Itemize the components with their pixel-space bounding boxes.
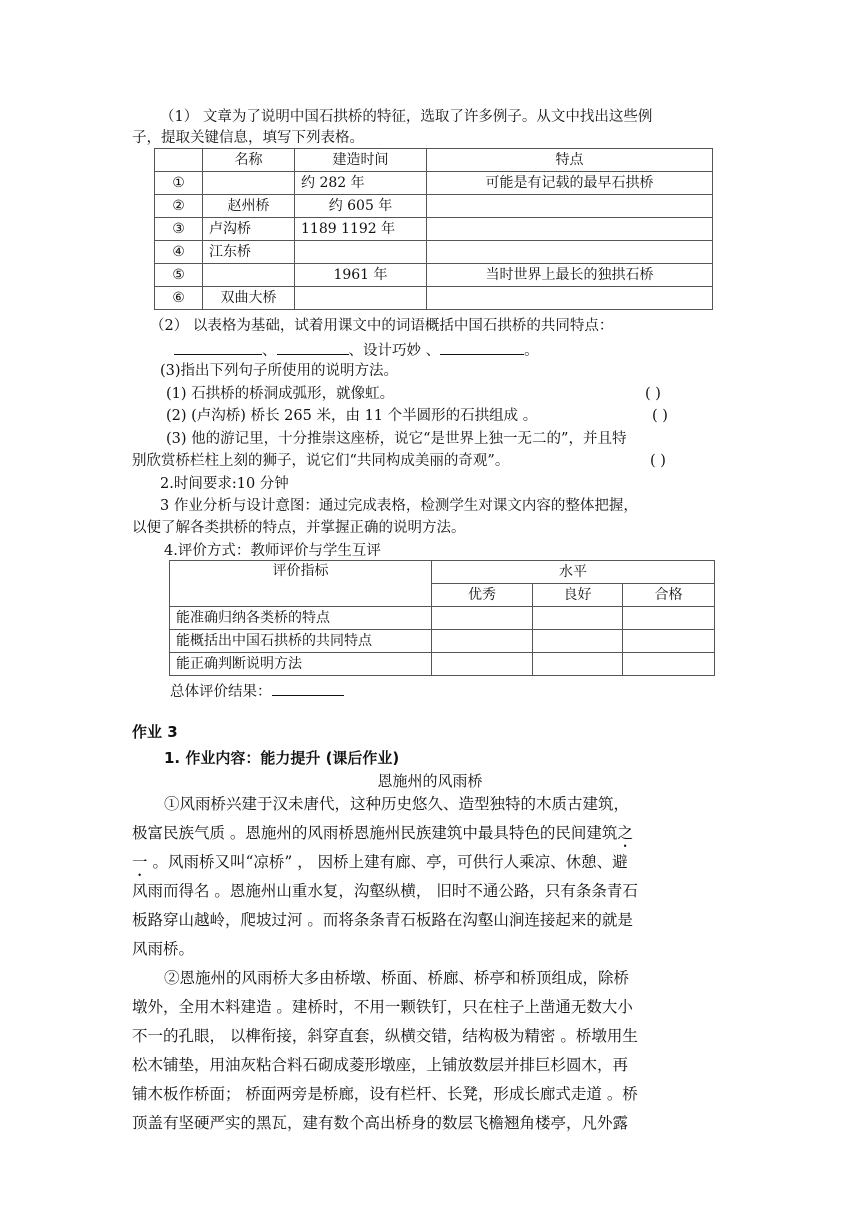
- table-row: [155, 172, 713, 195]
- feature-cell[interactable]: [427, 195, 713, 218]
- eval-cell[interactable]: [623, 607, 715, 630]
- row-number: ④: [155, 241, 203, 264]
- build-time-cell[interactable]: 约 605 年: [295, 195, 427, 218]
- analysis-line2: 以便了解各类拱桥的特点，并掌握正确的说明方法。: [132, 520, 466, 536]
- bridge-name-cell[interactable]: 江东桥: [203, 241, 295, 264]
- eval-cell[interactable]: [432, 630, 533, 653]
- q2-end: 。: [524, 343, 539, 359]
- eval-title: 4.评价方式：教师评价与学生互评: [164, 543, 381, 559]
- q3-sentence-3-line1: (3) 他的游记里，十分推崇这座桥，说它“是世界上独一无二的”，并且特: [166, 431, 627, 447]
- bridge-name-cell[interactable]: 卢沟桥: [203, 218, 295, 241]
- eval-cell[interactable]: [533, 653, 623, 676]
- homework-3-heading: 作业 3: [132, 723, 178, 741]
- q1-prompt-line2: 子，提取关键信息，填写下列表格。: [132, 130, 364, 146]
- eval-result-label: 总体评价结果：: [170, 684, 272, 700]
- level-pass: 合格: [623, 584, 715, 607]
- answer-blank[interactable]: [440, 339, 524, 355]
- table-row: [155, 218, 713, 241]
- eval-criterion: 能概括出中国石拱桥的共同特点: [170, 630, 432, 653]
- eval-cell[interactable]: [533, 607, 623, 630]
- eval-cell[interactable]: [432, 653, 533, 676]
- level-good: 良好: [533, 584, 623, 607]
- bridge-name-cell[interactable]: 双曲大桥: [203, 287, 295, 310]
- eval-header-row: [170, 561, 715, 584]
- build-time-cell[interactable]: [295, 287, 427, 310]
- feature-cell[interactable]: 可能是有记载的最早石拱桥: [427, 172, 713, 195]
- table-header-feature: 特点: [427, 149, 713, 172]
- table-row: [170, 607, 715, 630]
- build-time-cell[interactable]: [295, 241, 427, 264]
- row-number: ①: [155, 172, 203, 195]
- eval-level-header: 水平: [432, 561, 715, 584]
- paragraph-1-line: ①风雨桥兴建于汉未唐代，这种历史悠久、造型独特的木质古建筑，: [164, 795, 630, 813]
- answer-paren[interactable]: ( ): [652, 408, 668, 424]
- q2-separator: 、设计巧妙 、: [348, 343, 441, 359]
- table-row: [170, 653, 715, 676]
- paragraph-1-line: 板路穿山越岭，爬坡过河 。而将条条青石板路在沟壑山涧连接起来的就是: [132, 911, 633, 929]
- paragraph-1-line: 风雨而得名 。恩施州山重水复，沟壑纵横， 旧时不通公路，只有条条青石: [132, 882, 638, 900]
- paragraph-1-line: 极富民族气质 。恩施州的风雨桥恩施州民族建筑中最具特色的民间建筑之: [132, 824, 633, 842]
- q1-prompt-line1: （1） 文章为了说明中国石拱桥的特征，选取了许多例子。从文中找出这些例: [160, 109, 653, 125]
- level-excellent: 优秀: [432, 584, 533, 607]
- answer-blank[interactable]: [174, 339, 262, 355]
- paragraph-2-line: 铺木板作桥面； 桥面两旁是桥廊，设有栏杆、长凳，形成长廊式走道 。桥: [132, 1085, 638, 1103]
- q3-sentence-3-line2: 别欣赏桥栏柱上刻的狮子，说它们“共同构成美丽的奇观”。: [132, 453, 510, 469]
- bridge-name-cell[interactable]: 赵州桥: [203, 195, 295, 218]
- article-title: 恩施州的风雨桥: [377, 772, 483, 790]
- eval-criterion: 能正确判断说明方法: [170, 653, 432, 676]
- bridge-name-cell[interactable]: [203, 172, 295, 195]
- table-row: [155, 287, 713, 310]
- time-requirement: 2.时间要求:10 分钟: [160, 476, 289, 492]
- q2-prompt: （2） 以表格为基础，试着用课文中的词语概括中国石拱桥的共同特点：: [150, 318, 614, 334]
- build-time-cell[interactable]: 1189 1192 年: [295, 218, 427, 241]
- feature-cell[interactable]: [427, 218, 713, 241]
- q3-sentence-1: (1) 石拱桥的桥洞成弧形，就像虹。: [166, 386, 395, 402]
- paragraph-2-line: ②恩施州的风雨桥大多由桥墩、桥面、桥廊、桥亭和桥顶组成，除桥: [164, 969, 630, 987]
- feature-cell[interactable]: 当时世界上最长的独拱石桥: [427, 264, 713, 287]
- q3-intro: (3)指出下列句子所使用的说明方法。: [160, 363, 399, 379]
- paragraph-1-line: 风雨桥。: [132, 940, 195, 958]
- eval-criterion: 能准确归纳各类桥的特点: [170, 607, 432, 630]
- table-row: [155, 241, 713, 264]
- paragraph-2-line: 墩外，全用木料建造 。建桥时，不用一颗铁钉，只在柱子上凿通无数大小: [132, 998, 633, 1016]
- eval-result: [170, 680, 344, 702]
- bridge-name-cell[interactable]: [203, 264, 295, 287]
- answer-blank[interactable]: [272, 680, 344, 696]
- build-time-cell[interactable]: 1961 年: [295, 264, 427, 287]
- q2-separator: 、: [262, 343, 277, 359]
- q2-answer-line: [174, 339, 539, 361]
- evaluation-table: [169, 560, 715, 676]
- analysis-line1: 3 作业分析与设计意图：通过完成表格，检测学生对课文内容的整体把握，: [160, 498, 638, 514]
- paragraph-1-line: 一 。风雨桥又叫“凉桥” ， 因桥上建有廊、亭，可供行人乘凉、休憩、避: [132, 853, 628, 871]
- answer-paren[interactable]: ( ): [645, 386, 661, 402]
- table-header-row: [155, 149, 713, 172]
- row-number: ②: [155, 195, 203, 218]
- eval-cell[interactable]: [533, 630, 623, 653]
- answer-blank[interactable]: [277, 339, 349, 355]
- table-row: [155, 264, 713, 287]
- feature-cell[interactable]: [427, 241, 713, 264]
- bridge-table: [154, 148, 713, 310]
- table-row: [155, 195, 713, 218]
- q3-sentence-2: (2) (卢沟桥) 桥长 265 米，由 11 个半圆形的石拱组成 。: [166, 408, 538, 424]
- eval-index-header: 评价指标: [170, 561, 432, 607]
- row-number: ⑥: [155, 287, 203, 310]
- homework-3-subheading: 1. 作业内容：能力提升 (课后作业): [164, 749, 400, 767]
- eval-cell[interactable]: [623, 630, 715, 653]
- row-number: ③: [155, 218, 203, 241]
- paragraph-2-line: 顶盖有坚硬严实的黑瓦，建有数个高出桥身的数层飞檐翘角楼亭，凡外露: [132, 1114, 629, 1132]
- row-number: ⑤: [155, 264, 203, 287]
- table-header-time: 建造时间: [295, 149, 427, 172]
- paragraph-2-line: 不一的孔眼， 以榫衔接，斜穿直套，纵横交错，结构极为精密 。桥墩用生: [132, 1027, 638, 1045]
- paragraph-2-line: 松木铺垫，用油灰粘合料石砌成菱形墩座，上铺放数层并排巨杉圆木，再: [132, 1056, 629, 1074]
- table-row: [170, 630, 715, 653]
- eval-cell[interactable]: [623, 653, 715, 676]
- build-time-cell[interactable]: 约 282 年: [295, 172, 427, 195]
- table-header-name: 名称: [203, 149, 295, 172]
- answer-paren[interactable]: ( ): [650, 453, 666, 469]
- table-header-no: [155, 149, 203, 172]
- eval-cell[interactable]: [432, 607, 533, 630]
- feature-cell[interactable]: [427, 287, 713, 310]
